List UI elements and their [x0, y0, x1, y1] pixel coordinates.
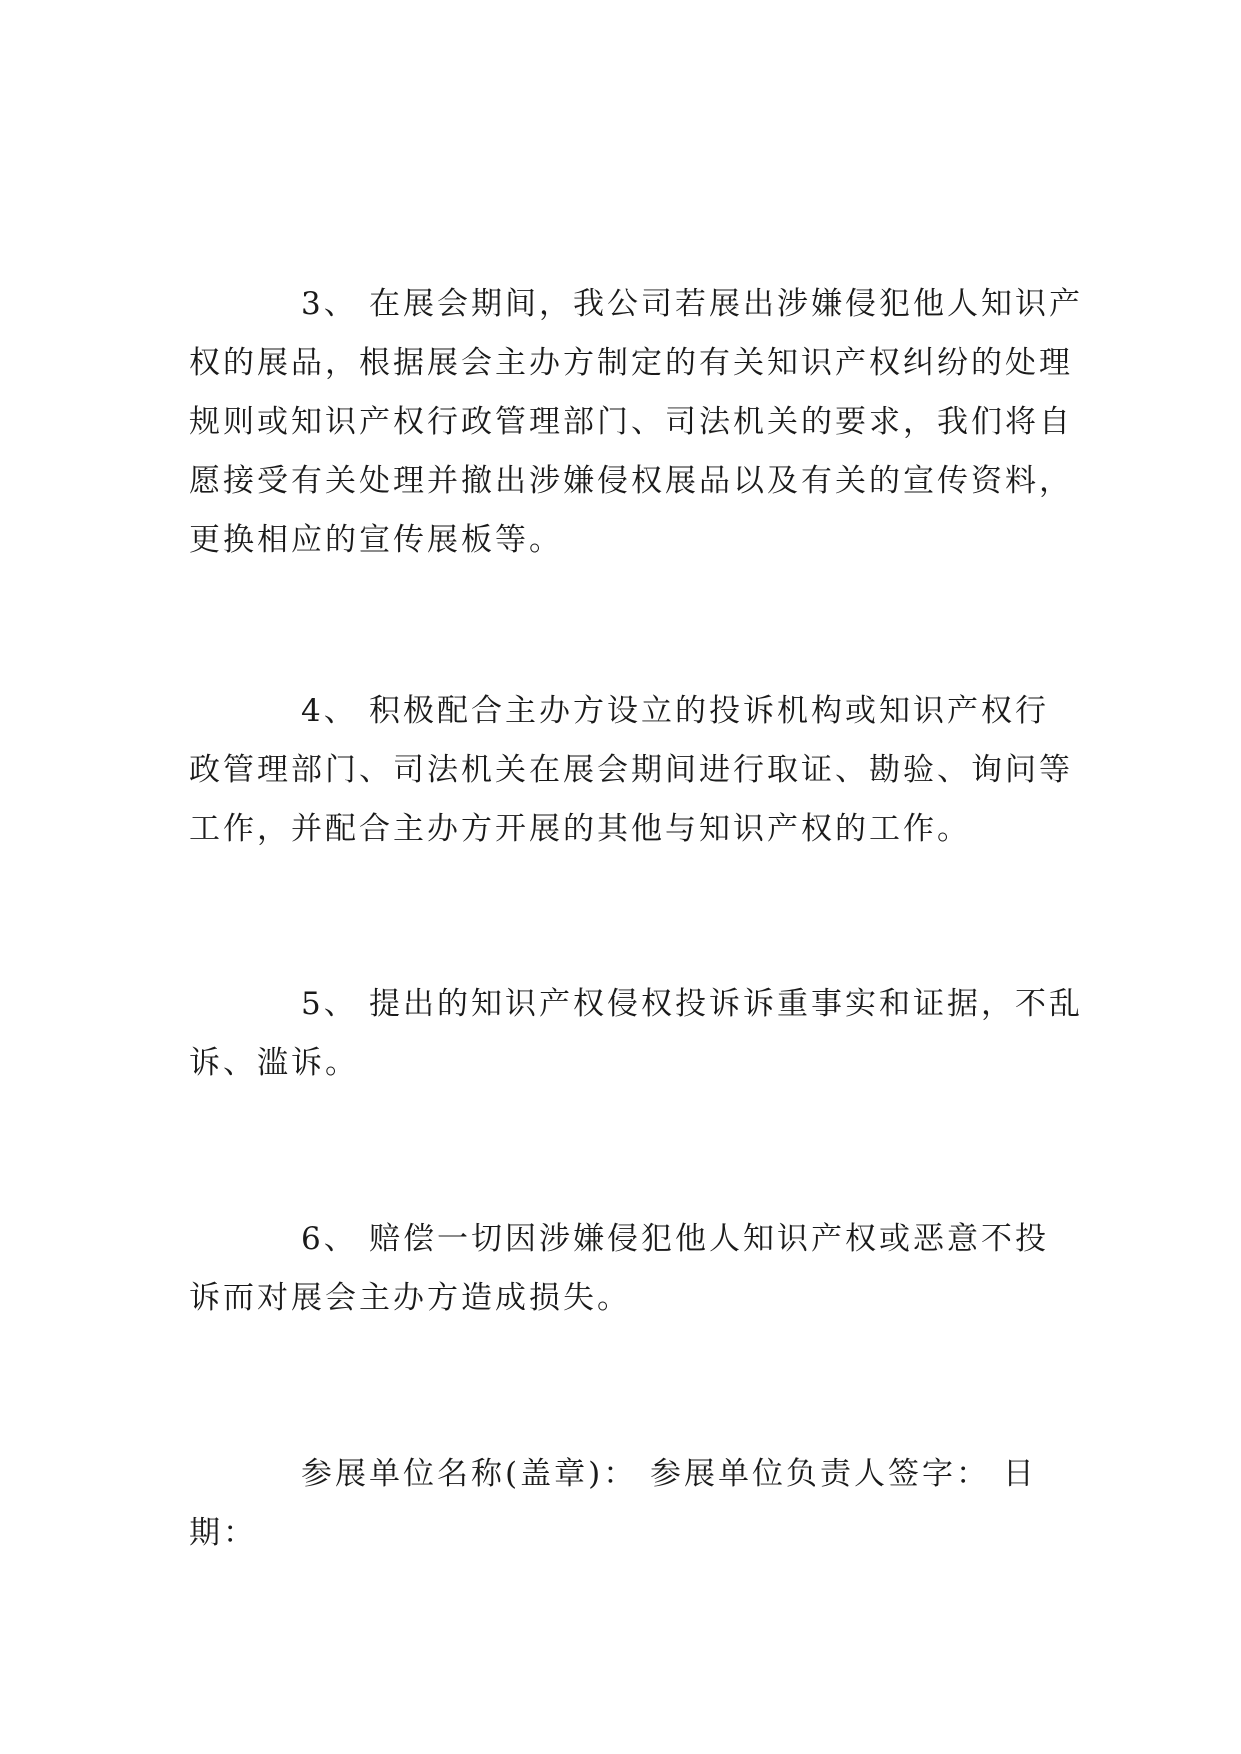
clause-4-line-3: 工作，并配合主办方开展的其他与知识产权的工作。 [189, 811, 971, 847]
clause-3-line-5: 更换相应的宣传展板等。 [189, 522, 563, 558]
clause-6-line-1 [189, 1210, 1059, 1269]
signature-line-2: 期： [189, 1515, 257, 1551]
clause-6-line-2: 诉而对展会主办方造成损失。 [189, 1280, 631, 1316]
clause-5-line-1 [189, 975, 1083, 1034]
clause-3-line-4: 愿接受有关处理并撤出涉嫌侵权展品以及有关的宣传资料， [189, 463, 1073, 499]
clause-5-number: 5、 [301, 986, 358, 1022]
clause-3-number: 3、 [301, 286, 358, 322]
clause-3-text: 在展会期间，我公司若展出涉嫌侵犯他人知识产 [369, 286, 1083, 322]
clause-4-line-2: 政管理部门、司法机关在展会期间进行取证、勘验、询问等 [189, 752, 1073, 788]
clause-3 [189, 275, 1083, 570]
clause-4-text: 积极配合主办方设立的投诉机构或知识产权行 [369, 693, 1049, 729]
clause-6-text: 赔偿一切因涉嫌侵犯他人知识产权或恶意不投 [369, 1221, 1049, 1257]
clause-4 [189, 682, 1073, 859]
clause-3-line-3: 规则或知识产权行政管理部门、司法机关的要求，我们将自 [189, 404, 1073, 440]
clause-3-line-1 [189, 275, 1083, 334]
clause-3-line-2: 权的展品，根据展会主办方制定的有关知识产权纠纷的处理 [189, 345, 1073, 381]
clause-6-number: 6、 [301, 1221, 358, 1257]
clause-5-line-2: 诉、滥诉。 [189, 1045, 359, 1081]
clause-4-line-1 [189, 682, 1059, 741]
clause-4-number: 4、 [301, 693, 358, 729]
signature-line-1: 参展单位名称(盖章)： 参展单位负责人签字： 日 [301, 1456, 1037, 1492]
clause-5-text: 提出的知识产权侵权投诉诉重事实和证据，不乱 [369, 986, 1083, 1022]
clause-6 [189, 1210, 1059, 1328]
clause-5 [189, 975, 1083, 1093]
signature-block [189, 1445, 1059, 1563]
